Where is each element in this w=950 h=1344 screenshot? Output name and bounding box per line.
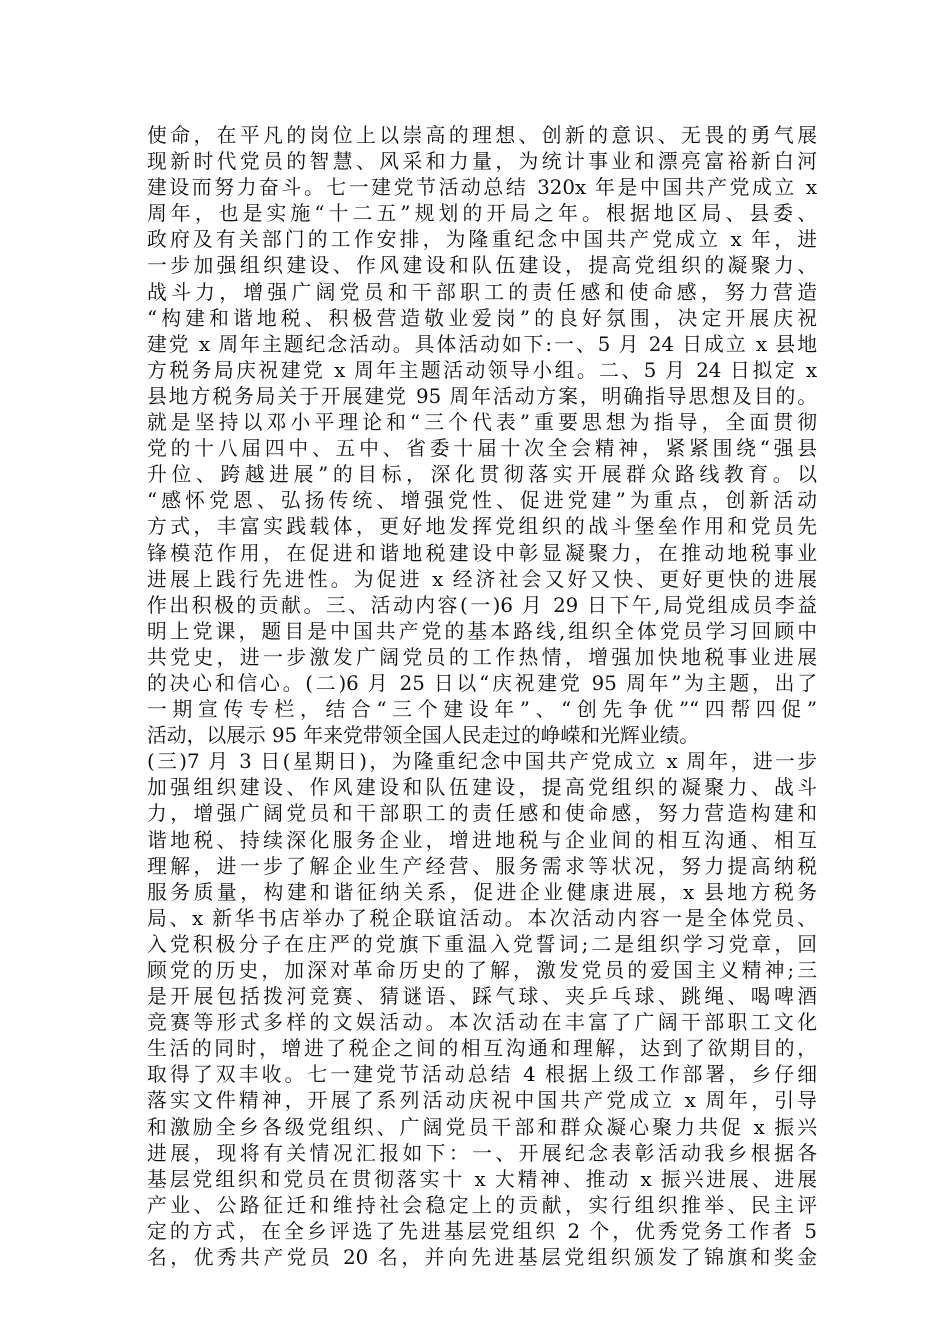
text-line: 活动，以展示 95 年来党带领全国人民走过的峥嵘和光辉业绩。 xyxy=(147,724,700,748)
text-line: 定的方式，在全乡评选了先进基层党组织 2 个，优秀党务工作者 5 xyxy=(147,1219,817,1243)
text-line: 加强组织建设、作风建设和队伍建设，提高党组织的凝聚力、战斗 xyxy=(147,776,817,800)
text-line: 理解，进一步了解企业生产经营、服务需求等状况，努力提高纳税 xyxy=(147,854,817,878)
text-line: 取得了双丰收。七一建党节活动总结 4 根据上级工作部署，乡仔细 xyxy=(147,1063,817,1087)
text-line: 党的十八届四中、五中、省委十届十次全会精神，紧紧围绕“强县 xyxy=(147,437,817,461)
text-line: “感怀党恩、弘扬传统、增强党性、促进党建”为重点，创新活动 xyxy=(147,489,817,513)
text-line: 服务质量，构建和谐征纳关系，促进企业健康进展，x 县地方税务 xyxy=(147,880,817,904)
text-line: 落实文件精神，开展了系列活动庆祝中国共产党成立 x 周年，引导 xyxy=(147,1089,817,1113)
text-line: 锋模范作用，在促进和谐地税建设中彰显凝聚力，在推动地税事业 xyxy=(147,541,817,565)
text-line: (三)7 月 3 日(星期日)，为隆重纪念中国共产党成立 x 周年，进一步 xyxy=(147,750,817,774)
text-line: 现新时代党员的智慧、风采和力量，为统计事业和漂亮富裕新白河 xyxy=(147,150,817,174)
text-line: 升位、跨越进展”的目标，深化贯彻落实开展群众路线教育。以 xyxy=(147,463,817,487)
text-line: 就是坚持以邓小平理论和“三个代表”重要思想为指导，全面贯彻 xyxy=(147,411,817,435)
text-line: 使命，在平凡的岗位上以崇高的理想、创新的意识、无畏的勇气展 xyxy=(147,124,817,147)
body-text xyxy=(147,123,817,1271)
text-line: 名，优秀共产党员 20 名，并向先进基层党组织颁发了锦旗和奖金 xyxy=(147,1246,817,1270)
text-line: 作出积极的贡献。三、活动内容(一)6 月 29 日下午,局党组成员李益 xyxy=(147,593,817,617)
text-line: 入党积极分子在庄严的党旗下重温入党誓词;二是组织学习党章，回 xyxy=(147,932,817,956)
text-line: 生活的同时，增进了税企之间的相互沟通和理解，达到了欲期目的， xyxy=(147,1037,817,1061)
text-line: 基层党组织和党员在贯彻落实十 x 大精神、推动 x 振兴进展、进展 xyxy=(147,1167,817,1191)
text-line: 方税务局庆祝建党 x 周年主题活动领导小组。二、5 月 24 日拟定 x xyxy=(147,358,817,382)
text-line: 的决心和信心。(二)6 月 25 日以“庆祝建党 95 周年”为主题，出了 xyxy=(147,671,817,695)
text-line: 力，增强广阔党员和干部职工的责任感和使命感，努力营造构建和 xyxy=(147,802,817,826)
text-line: 和激励全乡各级党组织、广阔党员干部和群众凝心聚力共促 x 振兴 xyxy=(147,1115,817,1139)
text-line: 竞赛等形式多样的文娱活动。本次活动在丰富了广阔干部职工文化 xyxy=(147,1011,817,1035)
text-line: 建党 x 周年主题纪念活动。具体活动如下:一、5 月 24 日成立 x 县地 xyxy=(147,332,817,356)
text-line: 局、x 新华书店举办了税企联谊活动。本次活动内容一是全体党员、 xyxy=(147,906,817,930)
text-line: 进展上践行先进性。为促进 x 经济社会又好又快、更好更快的进展 xyxy=(147,567,817,591)
text-line: 县地方税务局关于开展建党 95 周年活动方案，明确指导思想及目的。 xyxy=(147,384,817,408)
text-line: 产业、公路征迁和维持社会稳定上的贡献，实行组织推举、民主评 xyxy=(147,1193,817,1217)
text-line: 谐地税、持续深化服务企业，增进地税与企业间的相互沟通、相互 xyxy=(147,828,817,852)
text-line: 政府及有关部门的工作安排，为隆重纪念中国共产党成立 x 年，进 xyxy=(147,228,817,252)
text-line: 建设而努力奋斗。七一建党节活动总结 320x 年是中国共产党成立 x xyxy=(147,176,817,200)
text-line: 是开展包括拨河竞赛、猜谜语、踩气球、夹乒乓球、跳绳、喝啤酒 xyxy=(147,985,817,1009)
text-line: 战斗力，增强广阔党员和干部职工的责任感和使命感，努力营造 xyxy=(147,280,817,304)
text-line: “构建和谐地税、积极营造敬业爱岗”的良好氛围，决定开展庆祝 xyxy=(147,306,817,330)
text-line: 一步加强组织建设、作风建设和队伍建设，提高党组织的凝聚力、 xyxy=(147,254,817,278)
text-line: 进展，现将有关情况汇报如下：一、开展纪念表彰活动我乡根据各 xyxy=(147,1141,817,1165)
text-line: 周年，也是实施“十二五”规划的开局之年。根据地区局、县委、 xyxy=(147,202,817,226)
text-line: 明上党课，题目是中国共产党的基本路线,组织全体党员学习回顾中 xyxy=(147,619,817,643)
text-line: 共党史，进一步激发广阔党员的工作热情，增强加快地税事业进展 xyxy=(147,645,817,669)
text-line: 方式，丰富实践载体，更好地发挥党组织的战斗堡垒作用和党员先 xyxy=(147,515,817,539)
text-line: 顾党的历史，加深对革命历史的了解，激发党员的爱国主义精神;三 xyxy=(147,959,817,982)
text-line: 一期宣传专栏，结合“三个建设年”、“创先争优”“四帮四促” xyxy=(147,698,817,722)
